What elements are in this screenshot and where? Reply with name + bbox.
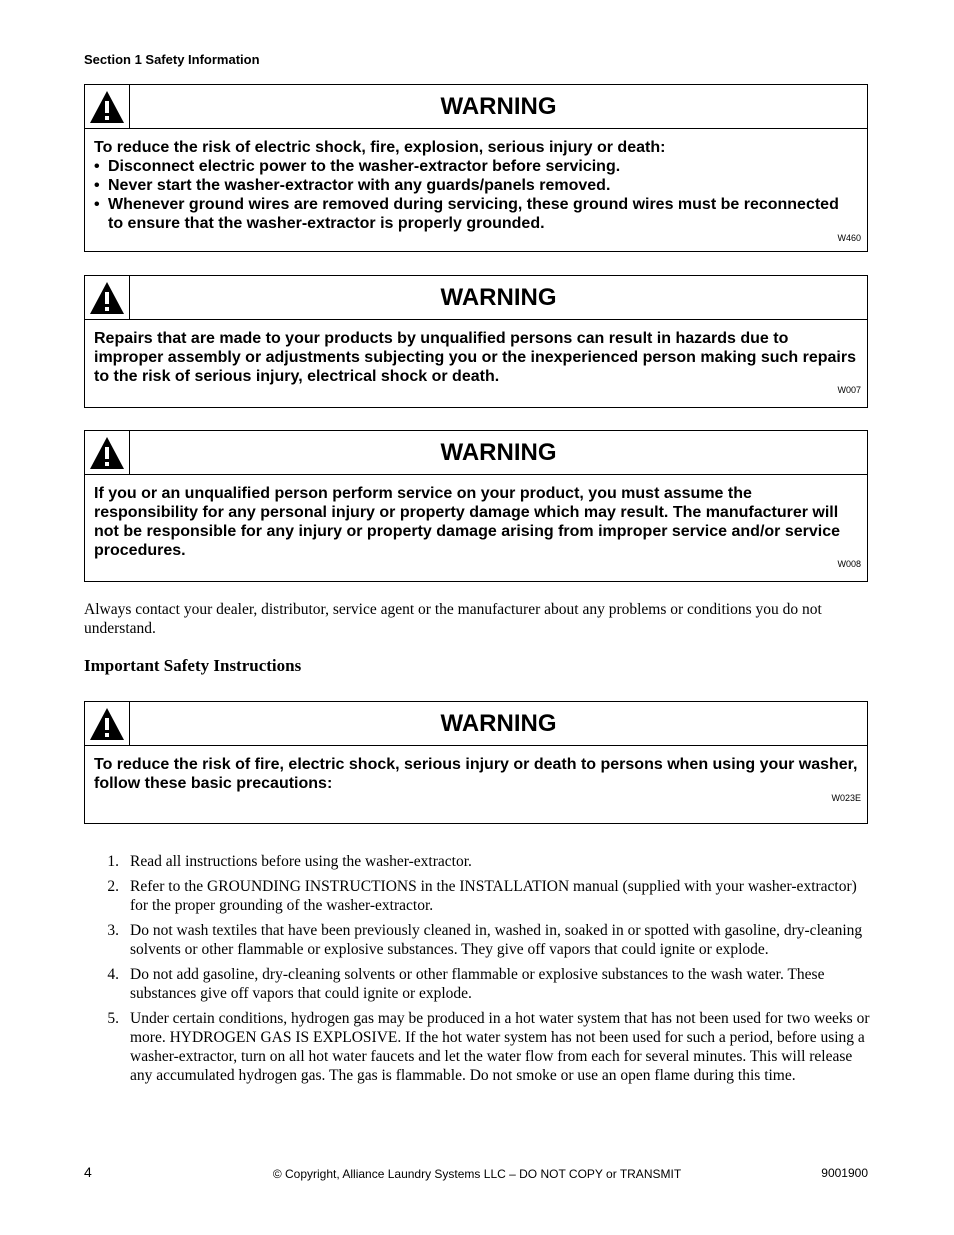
warning-box-w007: [84, 275, 868, 408]
warning-header: [85, 702, 867, 746]
warning-body: [85, 320, 867, 386]
warning-box-w008: [84, 430, 868, 582]
document-number: 9001900: [821, 1166, 868, 1180]
warning-header: [85, 431, 867, 475]
warning-title: WARNING: [440, 93, 557, 120]
important-safety-heading: Important Safety Instructions: [84, 656, 302, 675]
warning-triangle-icon: [85, 85, 130, 128]
warning-intro: To reduce the risk of electric shock, fire, explosion, serious injury or death:: [94, 139, 666, 156]
warning-bullet: • Never start the washer-extractor with any guards/panels removed.: [94, 177, 611, 194]
warning-code: W460: [837, 233, 861, 243]
warning-title: WARNING: [440, 284, 557, 311]
warning-text: Repairs that are made to your products by unqualified persons can result in hazards due to improper assembly or adjustments subjecting you or the inexperienced person making such repairs to the risk of serious injury, electrical shock or death.: [94, 330, 856, 385]
list-item: 5. Under certain conditions, hydrogen gas may be produced in a hot water system that has not been used for two weeks or more. HYDROGEN GAS IS EXPLOSIVE. If the hot water system has not been used for such a period, before using a washer-extractor, turn on all hot water faucets and let the water flow from each for several minutes. This will release any accumulated hydrogen gas. The gas is flammable. Do not smoke or use an open flame during this time.: [107, 1010, 870, 1084]
copyright-notice: © Copyright, Alliance Laundry Systems LLC – DO NOT COPY or TRANSMIT: [272, 1167, 682, 1181]
warning-code: W023E: [831, 793, 861, 803]
warning-triangle-icon: [85, 431, 130, 474]
warning-header: [85, 85, 867, 129]
warning-code: W008: [837, 559, 861, 569]
warning-code: W007: [837, 385, 861, 395]
warning-triangle-icon: [85, 276, 130, 319]
warning-body: [85, 129, 867, 233]
list-item: 2. Refer to the GROUNDING INSTRUCTIONS in the INSTALLATION manual (supplied with your washer-extractor) for the proper grounding of the washer-extractor.: [107, 878, 857, 914]
list-item: 3. Do not wash textiles that have been previously cleaned in, washed in, soaked in or spotted with gasoline, dry-cleaning solvents or other flammable or explosive substances. They give off vapors that could ignite or explode.: [107, 922, 863, 958]
warning-body: [85, 746, 867, 793]
warning-title: WARNING: [440, 710, 557, 737]
page-number: 4: [84, 1164, 92, 1180]
contact-paragraph: Always contact your dealer, distributor, service agent or the manufacturer about any problems or conditions you do not understand.: [84, 601, 822, 637]
section-header: Section 1 Safety Information: [84, 52, 260, 67]
safety-instructions-list: [84, 852, 870, 1091]
warning-bullet: • Disconnect electric power to the washer-extractor before servicing.: [94, 158, 621, 175]
warning-box-w460: [84, 84, 868, 252]
warning-box-w023e: [84, 701, 868, 824]
warning-text: To reduce the risk of fire, electric shock, serious injury or death to persons when using your washer, follow these basic precautions:: [94, 756, 858, 792]
warning-text: If you or an unqualified person perform service on your product, you must assume the responsibility for any personal injury or property damage which may result. The manufacturer will not be responsible for any injury or property damage arising from improper service and/or service procedures.: [94, 485, 840, 559]
warning-bullet: • Whenever ground wires are removed during servicing, these ground wires must be reconnected to ensure that the washer-extractor is properly grounded.: [94, 196, 839, 232]
warning-header: [85, 276, 867, 320]
warning-title: WARNING: [440, 439, 557, 466]
list-item: 4. Do not add gasoline, dry-cleaning solvents or other flammable or explosive substances to the wash water. These substances give off vapors that could ignite or explode.: [107, 966, 825, 1002]
list-item: 1. Read all instructions before using the washer-extractor.: [107, 853, 472, 870]
warning-body: [85, 475, 867, 560]
warning-triangle-icon: [85, 702, 130, 745]
